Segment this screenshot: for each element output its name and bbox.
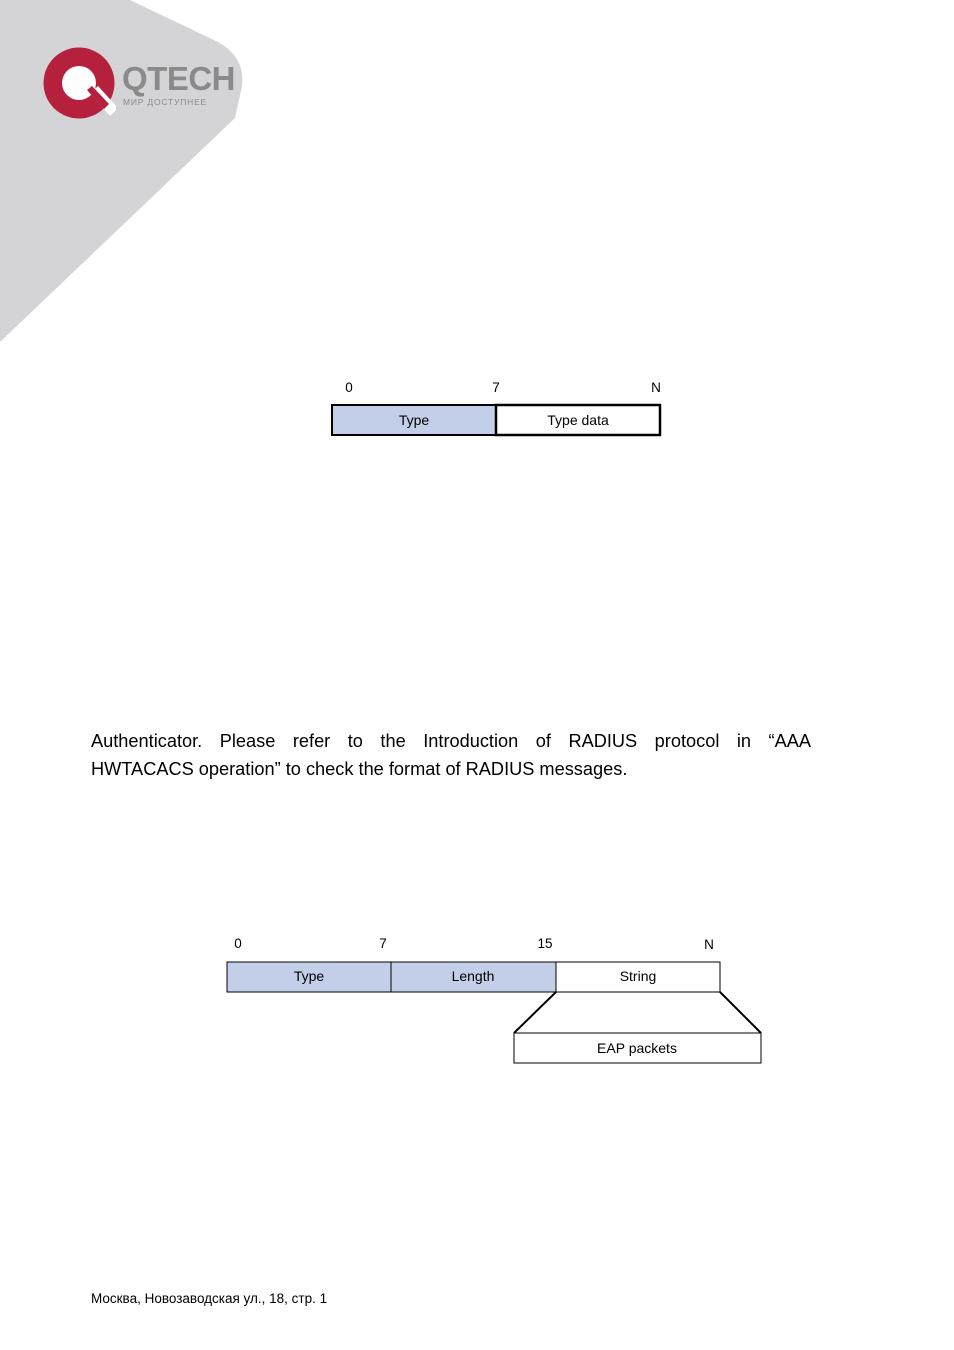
tick-label: N	[651, 380, 661, 395]
brand-name: QTECH	[122, 60, 235, 97]
field-label: Type	[398, 412, 430, 428]
field-label: Length	[451, 968, 495, 984]
expansion-line-right	[720, 992, 761, 1033]
tick-label: 7	[379, 936, 387, 951]
field-label: String	[619, 968, 657, 984]
tick-label: 15	[537, 936, 553, 951]
expansion-line-left	[514, 992, 556, 1033]
tick-label: 0	[234, 936, 242, 951]
body-paragraph	[91, 727, 811, 783]
brand-tagline: МИР ДОСТУПНЕЕ	[123, 97, 208, 107]
tick-label: N	[704, 937, 714, 952]
field-label: Type data	[547, 412, 609, 428]
corner-decoration	[0, 0, 260, 360]
tick-label: 0	[345, 380, 353, 395]
qtech-logo-icon	[42, 46, 116, 120]
eap-packets-label: EAP packets	[597, 1040, 677, 1056]
footer-address: Москва, Новозаводская ул., 18, стр. 1	[91, 1291, 328, 1306]
paragraph-line: HWTACACS operation” to check the format of RADIUS messages.	[91, 759, 628, 779]
eap-message-attribute-diagram	[222, 928, 767, 1070]
tick-label: 7	[492, 380, 500, 395]
field-label: Type	[293, 968, 325, 984]
eap-type-diagram	[325, 372, 670, 442]
paragraph-line: Authenticator. Please refer to the Introduction of RADIUS protocol in “AAA	[91, 731, 811, 751]
